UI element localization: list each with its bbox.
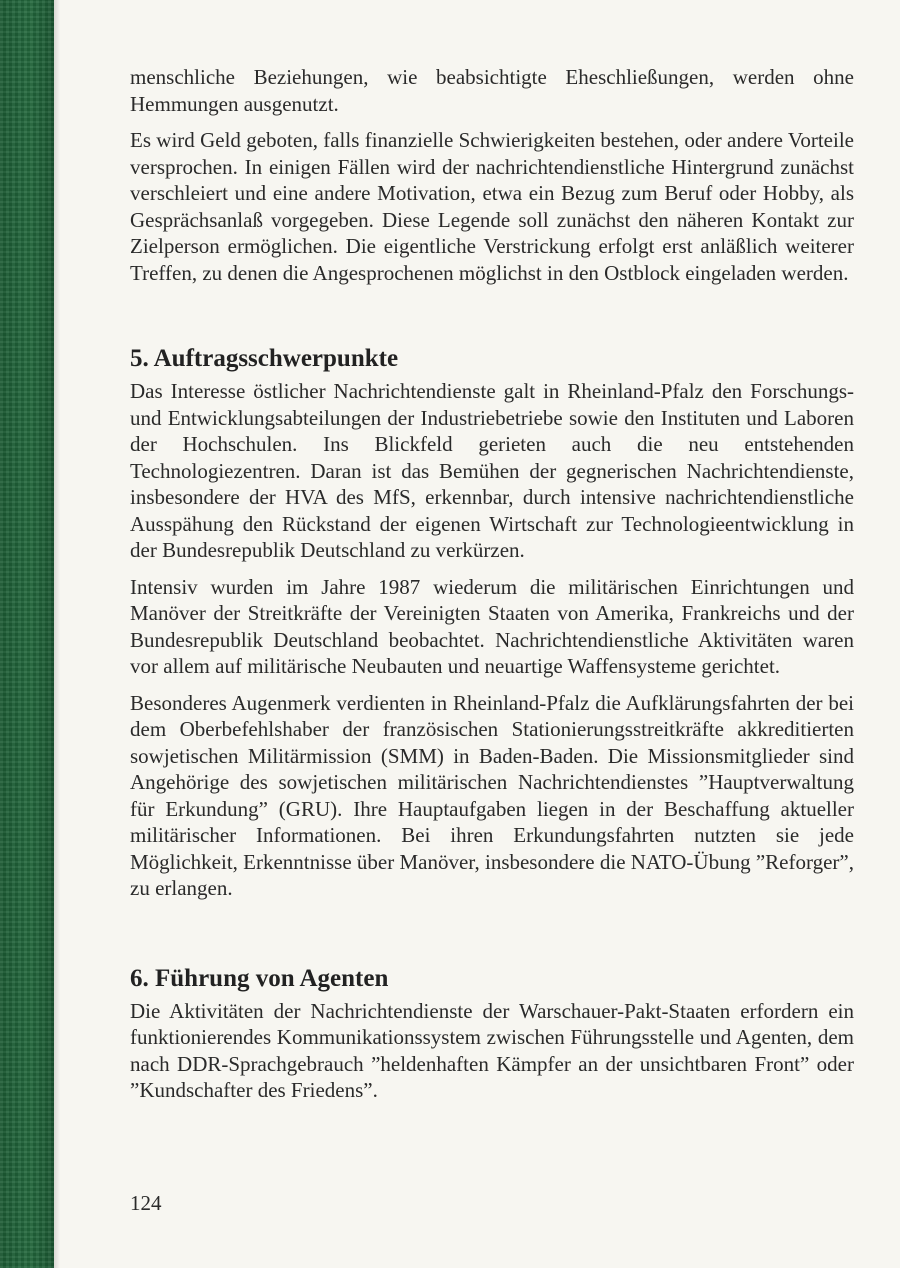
intro-paragraph-2: Es wird Geld geboten, falls finanzielle Schwierigkeiten bestehen, oder andere Vorteile versprochen. In einigen Fällen wird der nachrichtendienstliche Hintergrund zunächst verschleiert und eine andere Motivation, etwa ein Bezug zum Beruf oder Hobby, als Gesprächsanlaß vorgegeben. Diese Legende soll zunächst den näheren Kontakt zur Zielperson ermöglichen. Die eigentliche Verstrickung erfolgt erst anläßlich weiterer Treffen, zu denen die Angesprochenen möglichst in den Ostblock eingeladen werden. — [130, 128, 854, 285]
section-5-heading: 5. Auftragsschwerpunkte — [130, 345, 399, 372]
spine-shadow — [54, 0, 60, 1268]
section-6-heading: 6. Führung von Agenten — [130, 964, 389, 992]
section-5-paragraph-1: Das Interesse östlicher Nachrichtendienste galt in Rheinland-Pfalz den Forschungs- und Entwicklungsabteilungen der Industriebetriebe sowie den Instituten und Laboren der Hochschulen. Ins Blickfeld gerieten auch die neu entstehenden Technologiezentren. Daran ist das Bemühen der gegnerischen Nachrichtendienste, insbesondere der HVA des MfS, erkennbar, durch intensive nachrichtendienstliche Ausspähung den Rückstand der eigenen Wirtschaft zur Technologieentwicklung in der Bundesrepublik Deutschland zu verkürzen. — [130, 379, 854, 562]
book-spine-binding — [0, 0, 54, 1268]
section-5-paragraph-2: Intensiv wurden im Jahre 1987 wiederum die militärischen Einrichtungen und Manöver der Streitkräfte der Vereinigten Staaten von Amerika, Frankreichs und der Bundesrepublik Deutschland beobachtet. Nachrichtendienstliche Aktivitäten waren vor allem auf militärische Neubauten und neuartige Waffensysteme gerichtet. — [130, 574, 854, 678]
section-6-paragraph-1: Die Aktivitäten der Nachrichtendienste der Warschauer-Pakt-Staaten erfordern ein funktionierendes Kommunikationssystem zwischen Führungsstelle und Agenten, dem nach DDR-Sprachgebrauch ”heldenhaften Kämpfer an der unsichtbaren Front” oder ”Kundschafter des Friedens”. — [130, 998, 854, 1102]
page-content — [130, 64, 854, 1114]
page-number: 124 — [130, 1191, 162, 1215]
intro-paragraph-1: menschliche Beziehungen, wie beabsichtigte Eheschließungen, werden ohne Hemmungen ausgenutzt. — [130, 65, 854, 116]
section-5-paragraph-3: Besonderes Augenmerk verdienten in Rheinland-Pfalz die Aufklärungsfahrten der bei dem Oberbefehlshaber der französischen Stationierungsstreitkräfte akkreditierten sowjetischen Militärmission (SMM) in Baden-Baden. Die Missionsmitglieder sind Angehörige des sowjetischen militärischen Nachrichtendienstes ”Hauptverwaltung für Erkundung” (GRU). Ihre Hauptaufgaben liegen in der Beschaffung aktueller militärischer Informationen. Bei ihren Erkundungsfahrten nutzten sie jede Möglichkeit, Erkenntnisse über Manöver, insbesondere die NATO-Übung ”Reforger”, zu erlangen. — [130, 690, 854, 900]
